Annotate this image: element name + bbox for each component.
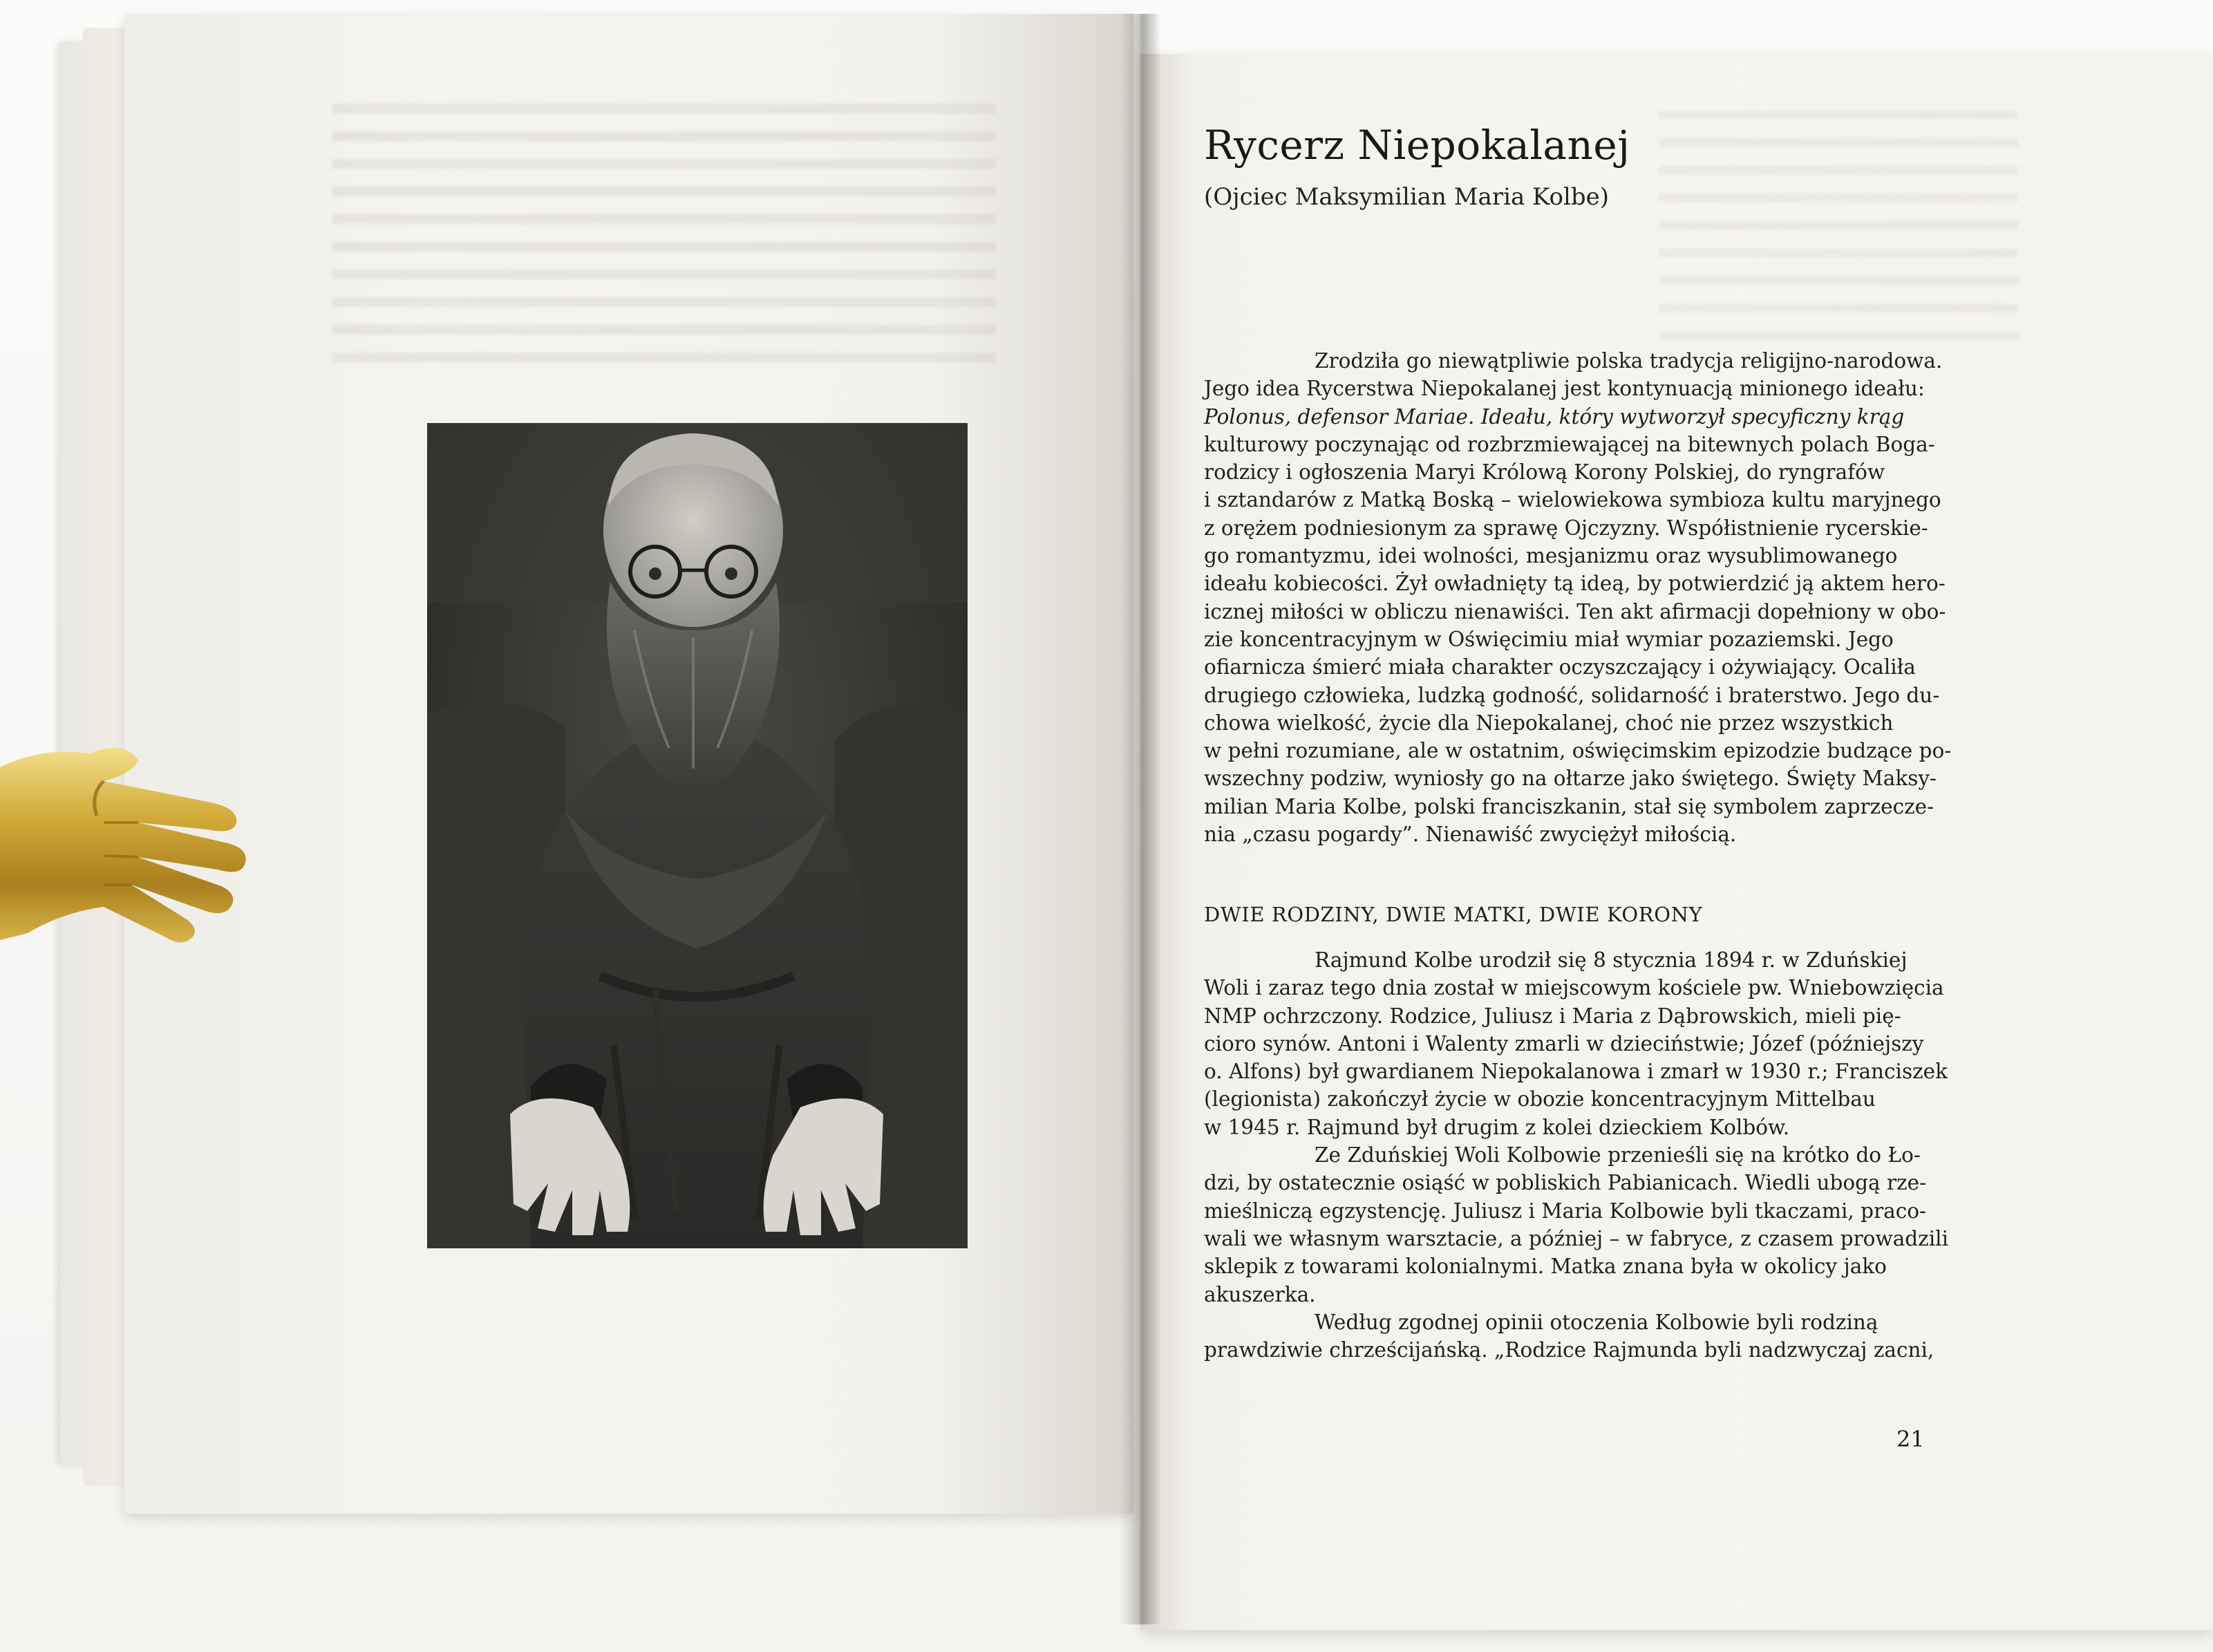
text-line: w pełni rozumiane, ale w ostatnim, oświęcimskim epizodzie budzące po- [1204, 739, 1952, 763]
text-line: go romantyzmu, idei wolności, mesjanizmu oraz wysublimowanego [1204, 544, 1898, 568]
text-line: z orężem podniesionym za sprawę Ojczyzny. Współistnienie rycerskie- [1204, 516, 1928, 540]
brass-hand-icon [0, 726, 256, 968]
text-line: mieślniczą egzystencję. Juliusz i Maria Kolbowie byli tkaczami, praco- [1204, 1199, 1927, 1223]
book-gutter [1120, 14, 1161, 1624]
text-line: wszechny podziw, wyniosły go na ołtarze jako świętego. Święty Maksy- [1204, 767, 1937, 791]
text-line: dzi, by ostatecznie osiąść w pobliskich Pabianicach. Wiedli ubogą rze- [1204, 1171, 1927, 1195]
text-line: Ze Zduńskiej Woli Kolbowie przenieśli się na krótko do Ło- [1315, 1143, 1921, 1167]
text-line: nia „czasu pogardy”. Nienawiść zwyciężył miłością. [1204, 823, 1737, 847]
text-line: prawdziwie chrześcijańską. „Rodzice Rajmunda byli nadzwyczaj zacni, [1204, 1338, 1934, 1362]
text-line: Jego idea Rycerstwa Niepokalanej jest kontynuacją minionego ideału: [1204, 377, 1925, 401]
text-line: w 1945 r. Rajmund był drugim z kolei dzieckiem Kolbów. [1204, 1115, 1790, 1139]
show-through-text-right [1659, 111, 2018, 346]
chapter-title: Rycerz Niepokalanej [1204, 122, 1630, 169]
text-line: Woli i zaraz tego dnia został w miejscowym kościele pw. Wniebowzięcia [1204, 976, 1944, 1000]
text-line: kulturowy poczynając od rozbrzmiewającej na bitewnych polach Boga- [1204, 432, 1935, 456]
text-line: zie koncentracyjnym w Oświęcimiu miał wymiar pozaziemski. Jego [1204, 627, 1894, 651]
text-line: Rajmund Kolbe urodził się 8 stycznia 1894 r. w Zduńskiej [1315, 948, 1908, 972]
text-line: akuszerka. [1204, 1282, 1316, 1306]
text-line: Polonus, defensor Mariae. Ideału, który wytworzył specyficzny krąg [1204, 404, 1905, 429]
section-heading: DWIE RODZINY, DWIE MATKI, DWIE KORONY [1204, 903, 1703, 926]
text-line: o. Alfons) był gwardianem Niepokalanowa i zmarł w 1930 r.; Franciszek [1204, 1060, 1948, 1084]
show-through-text-left [332, 104, 995, 366]
text-line: rodzicy i ogłoszenia Maryi Królową Korony Polskiej, do ryngrafów [1204, 460, 1885, 485]
text-line: drugiego człowieka, ludzką godność, solidarność i braterstwo. Jego du- [1204, 683, 1940, 707]
text-line: i sztandarów z Matką Boską – wielowiekowa symbioza kultu maryjnego [1204, 488, 1941, 512]
chapter-subtitle: (Ojciec Maksymilian Maria Kolbe) [1204, 183, 1610, 211]
text-line: wali we własnym warsztacie, a później – w fabryce, z czasem prowadzili [1204, 1226, 1949, 1250]
text-line: ideału kobiecości. Żył owładnięty tą ideą, by potwierdzić ją aktem hero- [1204, 572, 1946, 596]
text-line: ofiarnicza śmierć miała charakter oczyszczający i ożywiający. Ocaliła [1204, 655, 1916, 679]
text-line: Zrodziła go niewątpliwie polska tradycja religijno-narodowa. [1315, 349, 1943, 373]
body-paragraphs [1204, 946, 2047, 1364]
page-number: 21 [1896, 1426, 1925, 1452]
text-line: (legionista) zakończył życie w obozie koncentracyjnym Mittelbau [1204, 1087, 1876, 1111]
intro-paragraph [1204, 347, 2024, 848]
text-line: sklepik z towarami kolonialnymi. Matka znana była w okolicy jako [1204, 1255, 1887, 1279]
text-line: NMP ochrzczony. Rodzice, Juliusz i Maria z Dąbrowskich, mieli pię- [1204, 1004, 1901, 1028]
text-line: milian Maria Kolbe, polski franciszkanin, stał się symbolem zaprzecze- [1204, 794, 1934, 818]
text-line: cioro synów. Antoni i Walenty zmarli w dzieciństwie; Józef (późniejszy [1204, 1031, 1924, 1055]
text-line: chowa wielkość, życie dla Niepokalanej, choć nie przez wszystkich [1204, 711, 1894, 735]
text-line: Według zgodnej opinii otoczenia Kolbowie byli rodziną [1315, 1310, 1878, 1334]
portrait-photo [427, 423, 968, 1248]
text-line: icznej miłości w obliczu nienawiści. Ten akt afirmacji dopełniony w obo- [1204, 599, 1946, 623]
